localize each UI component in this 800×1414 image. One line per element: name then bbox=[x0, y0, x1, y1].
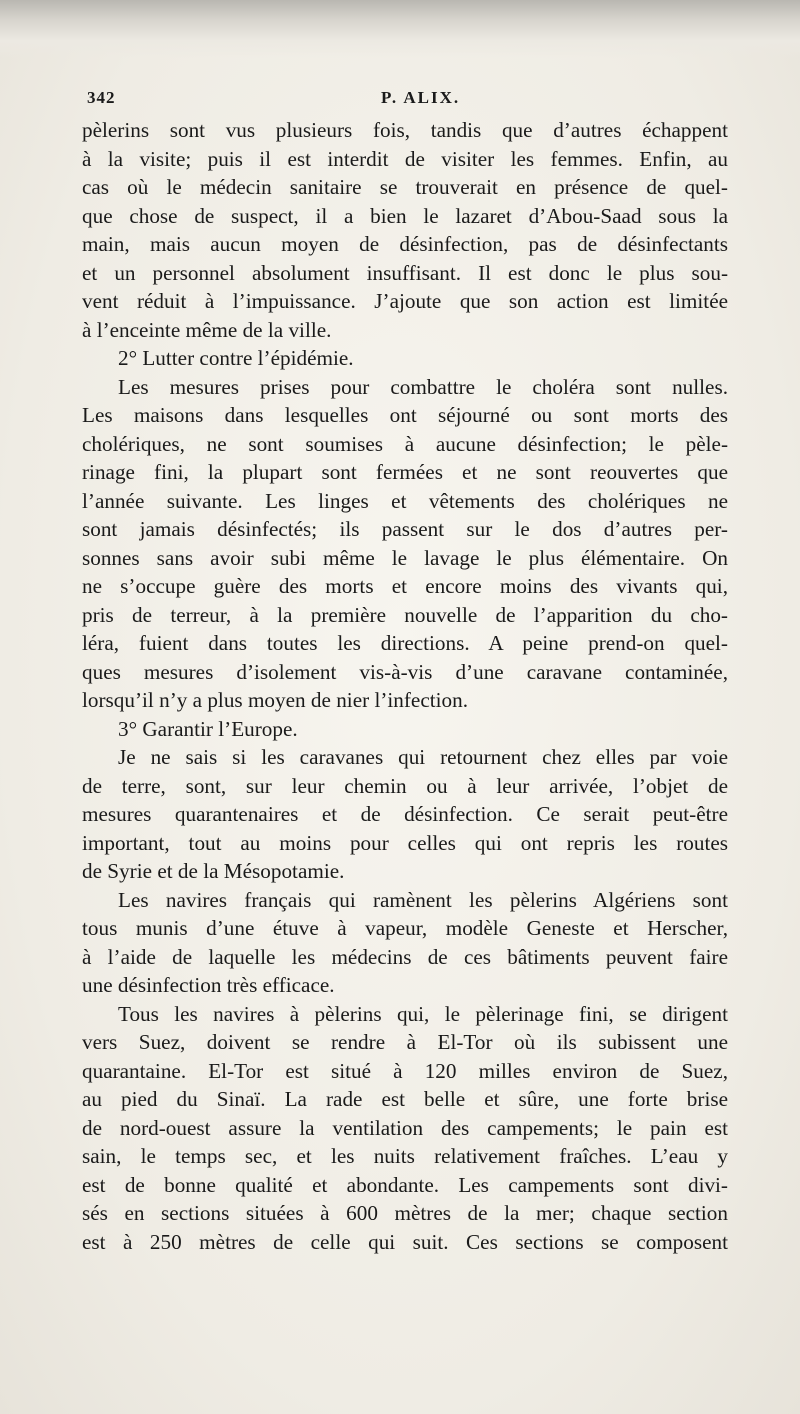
text-line: sonnes sans avoir subi même le lavage le plus élémentaire. On bbox=[82, 545, 728, 570]
text-line: à l’aide de laquelle les médecins de ces bâtiments peuvent faire bbox=[82, 944, 728, 969]
text-line: rinage fini, la plupart sont fermées et ne sont reouvertes que bbox=[82, 460, 728, 484]
text-line: cas où le médecin sanitaire se trouverait en présence de quel- bbox=[82, 175, 728, 199]
text-line: sain, le temps sec, et les nuits relativement fraîches. L’eau y bbox=[82, 1144, 728, 1168]
text-line: sont jamais désinfectés; ils passent sur le dos d’autres per- bbox=[82, 517, 728, 541]
section-heading: 3° Garantir l’Europe. bbox=[118, 716, 298, 741]
text-line: l’année suivante. Les linges et vêtements des cholériques ne bbox=[82, 488, 728, 513]
text-line: ques mesures d’isolement vis-à-vis d’une caravane contaminée, bbox=[82, 659, 728, 684]
body-text bbox=[82, 116, 728, 1256]
text-line: que chose de suspect, il a bien le lazaret d’Abou-Saad sous la bbox=[82, 203, 728, 228]
page-number: 342 bbox=[87, 88, 116, 107]
running-head: P. ALIX. bbox=[381, 88, 461, 107]
text-line: de terre, sont, sur leur chemin ou à leur arrivée, l’objet de bbox=[82, 773, 728, 798]
text-line: Tous les navires à pèlerins qui, le pèlerinage fini, se dirigent bbox=[118, 1001, 728, 1026]
text-line: Les maisons dans lesquelles ont séjourné ou sont morts des bbox=[82, 403, 728, 427]
text-line: mesures quarantenaires et de désinfection. Ce serait peut-être bbox=[82, 802, 728, 826]
text-line: vers Suez, doivent se rendre à El-Tor où ils subissent une bbox=[82, 1030, 728, 1054]
text-line: Les mesures prises pour combattre le choléra sont nulles. bbox=[118, 374, 728, 399]
text-line: pris de terreur, à la première nouvelle de l’apparition du cho- bbox=[82, 602, 728, 627]
text-line: ne s’occupe guère des morts et encore moins des vivants qui, bbox=[82, 574, 728, 598]
text-line: et un personnel absolument insuffisant. Il est donc le plus sou- bbox=[82, 260, 728, 285]
text-line: cholériques, ne sont soumises à aucune désinfection; le pèle- bbox=[82, 431, 728, 456]
text-line: pèlerins sont vus plusieurs fois, tandis que d’autres échappent bbox=[82, 118, 728, 142]
text-line: main, mais aucun moyen de désinfection, pas de désinfectants bbox=[82, 232, 728, 256]
section-heading: 2° Lutter contre l’épidémie. bbox=[118, 346, 354, 370]
text-line: lorsqu’il n’y a plus moyen de nier l’infection. bbox=[82, 688, 468, 712]
text-line: est à 250 mètres de celle qui suit. Ces sections se composent bbox=[82, 1229, 728, 1254]
text-line: Les navires français qui ramènent les pèlerins Algériens sont bbox=[118, 887, 728, 912]
text-line: une désinfection très efficace. bbox=[82, 973, 335, 997]
text-line: au pied du Sinaï. La rade est belle et sûre, une forte brise bbox=[82, 1087, 728, 1111]
text-line: à la visite; puis il est interdit de visiter les femmes. Enfin, au bbox=[82, 146, 728, 171]
text-line: à l’enceinte même de la ville. bbox=[82, 317, 332, 342]
text-line: quarantaine. El-Tor est situé à 120 milles environ de Suez, bbox=[82, 1058, 728, 1083]
text-line: de Syrie et de la Mésopotamie. bbox=[82, 859, 345, 883]
text-line: sés en sections situées à 600 mètres de la mer; chaque section bbox=[82, 1201, 728, 1225]
text-line: tous munis d’une étuve à vapeur, modèle Geneste et Herscher, bbox=[82, 916, 728, 940]
text-line: léra, fuient dans toutes les directions. A peine prend-on quel- bbox=[82, 631, 728, 655]
text-line: vent réduit à l’impuissance. J’ajoute que son action est limitée bbox=[82, 289, 728, 313]
text-line: de nord-ouest assure la ventilation des campements; le pain est bbox=[82, 1115, 728, 1140]
page-header bbox=[87, 88, 727, 114]
text-line: est de bonne qualité et abondante. Les campements sont divi- bbox=[82, 1172, 728, 1197]
text-line: Je ne sais si les caravanes qui retournent chez elles par voie bbox=[118, 745, 728, 769]
scan-edge-shadow bbox=[0, 0, 800, 58]
text-line: important, tout au moins pour celles qui ont repris les routes bbox=[82, 830, 728, 855]
